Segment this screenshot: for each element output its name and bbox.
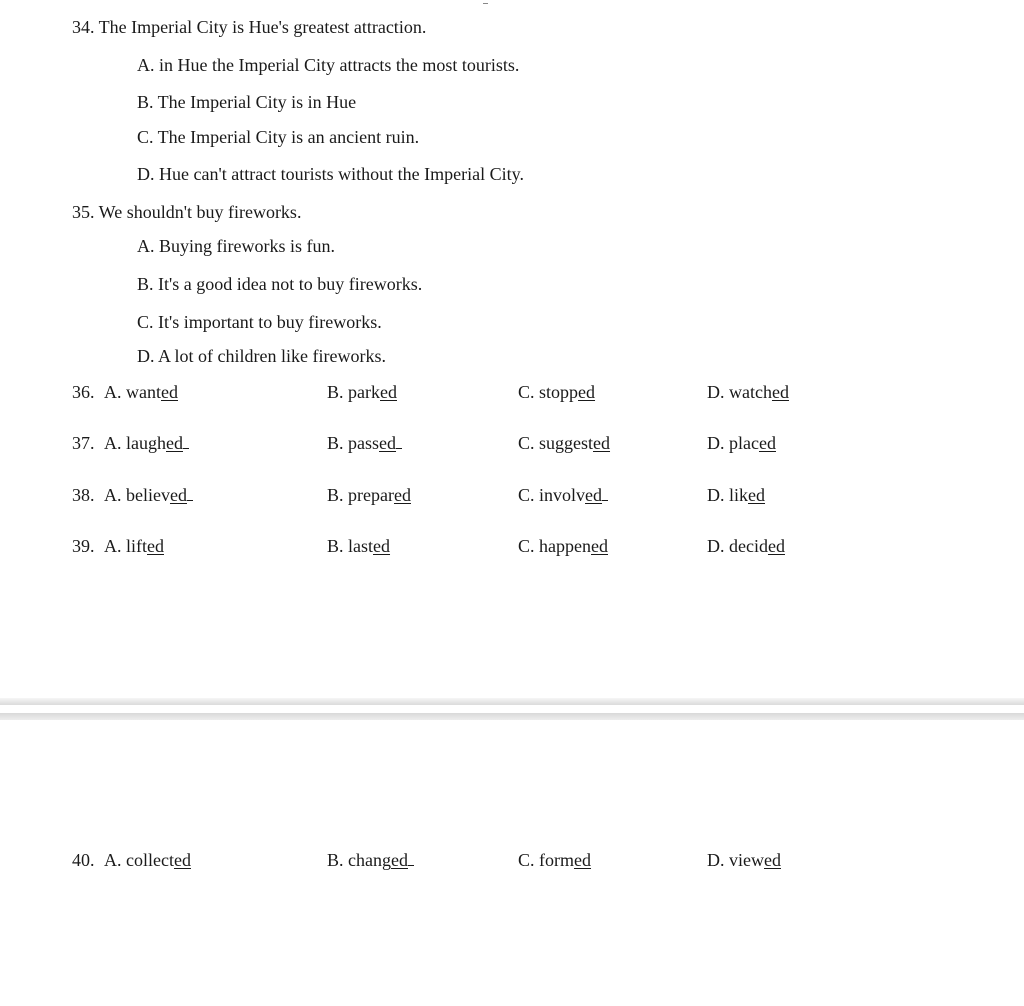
option-label: B. (327, 536, 349, 556)
option-label: C. (518, 382, 540, 402)
question-36-option-a (104, 381, 178, 403)
option-label: C. (518, 536, 540, 556)
question-34-option-d: D. Hue can't attract tourists without the Imperial City. (137, 164, 524, 184)
option-label: B. (327, 382, 349, 402)
option-label: B. (327, 485, 349, 505)
option-label: A. (104, 433, 126, 453)
word-stem: park (348, 382, 380, 402)
option-label: A. (104, 536, 126, 556)
question-36-option-d (707, 381, 789, 403)
underline-extension (396, 433, 402, 449)
question-35-option-b: B. It's a good idea not to buy fireworks. (137, 274, 423, 294)
question-36-option-c (518, 381, 595, 403)
question-39-option-d (707, 535, 785, 557)
underlined-ending: ed (379, 433, 397, 453)
question-38-option-b (327, 484, 411, 506)
option-label: B. (327, 433, 349, 453)
underlined-ending: ed (771, 382, 789, 402)
word-stem: stopp (539, 382, 579, 402)
question-35-option-a: A. Buying fireworks is fun. (137, 236, 335, 256)
underlined-ending: ed (767, 536, 785, 556)
question-39-number: 39. (72, 536, 95, 556)
page-top-mark (483, 0, 488, 4)
question-40-option-b (327, 849, 414, 871)
question-38-option-d (707, 484, 765, 506)
option-label: D. (707, 433, 729, 453)
option-label: D. (707, 382, 729, 402)
word-stem: lift (126, 536, 147, 556)
option-label: D. (707, 850, 729, 870)
question-37-option-c (518, 432, 610, 454)
question-37-option-d (707, 432, 776, 454)
question-36-option-b (327, 381, 397, 403)
word-stem: want (126, 382, 161, 402)
question-40-number: 40. (72, 850, 95, 870)
word-stem: form (539, 850, 575, 870)
underlined-ending: ed (591, 536, 608, 556)
word-stem: believ (126, 485, 170, 505)
underlined-ending: ed (574, 850, 592, 870)
question-37-number: 37. (72, 433, 95, 453)
underline-extension (187, 485, 193, 501)
underlined-ending: ed (593, 433, 611, 453)
question-38-number: 38. (72, 485, 95, 505)
underlined-ending: ed (166, 433, 183, 453)
option-label: A. (104, 485, 126, 505)
word-stem: view (729, 850, 764, 870)
word-stem: plac (729, 433, 759, 453)
underlined-ending: ed (380, 382, 397, 402)
underlined-ending: ed (393, 485, 411, 505)
question-37-option-a (104, 432, 189, 454)
word-stem: laugh (126, 433, 166, 453)
question-39-option-b (327, 535, 390, 557)
word-stem: suggest (539, 433, 594, 453)
question-40-option-c (518, 849, 591, 871)
question-35-option-d: D. A lot of children like fireworks. (137, 346, 386, 366)
word-stem: involv (539, 485, 586, 505)
question-34-option-a: A. in Hue the Imperial City attracts the most tourists. (137, 55, 520, 75)
underlined-ending: ed (748, 485, 766, 505)
underlined-ending: ed (373, 536, 391, 556)
option-label: C. (518, 485, 540, 505)
word-stem: happen (539, 536, 591, 556)
underlined-ending: ed (758, 433, 776, 453)
page-break-divider (0, 698, 1024, 720)
question-40-option-d (707, 849, 781, 871)
option-label: D. (707, 536, 729, 556)
option-label: B. (327, 850, 349, 870)
underlined-ending: ed (578, 382, 596, 402)
question-39-option-c (518, 535, 608, 557)
question-40-option-a (104, 849, 191, 871)
underlined-ending: ed (147, 536, 164, 556)
underline-extension (602, 485, 608, 501)
underlined-ending: ed (764, 850, 781, 870)
underline-extension (183, 433, 189, 449)
option-label: C. (518, 433, 540, 453)
word-stem: pass (348, 433, 380, 453)
underlined-ending: ed (169, 485, 187, 505)
word-stem: last (348, 536, 374, 556)
word-stem: lik (729, 485, 749, 505)
question-34-option-b: B. The Imperial City is in Hue (137, 92, 357, 112)
question-34-option-c: C. The Imperial City is an ancient ruin. (137, 127, 420, 147)
word-stem: decid (729, 536, 768, 556)
word-stem: chang (348, 850, 391, 870)
word-stem: prepar (348, 485, 394, 505)
underlined-ending: ed (585, 485, 603, 505)
underlined-ending: ed (391, 850, 408, 870)
question-34-stem: 34. The Imperial City is Hue's greatest attraction. (72, 17, 427, 37)
question-39-option-a (104, 535, 164, 557)
question-36-number: 36. (72, 382, 95, 402)
option-label: C. (518, 850, 540, 870)
question-35-stem: 35. We shouldn't buy fireworks. (72, 202, 302, 222)
word-stem: collect (126, 850, 174, 870)
question-37-option-b (327, 432, 402, 454)
underlined-ending: ed (161, 382, 178, 402)
option-label: A. (104, 382, 126, 402)
option-label: A. (104, 850, 126, 870)
word-stem: watch (729, 382, 772, 402)
question-38-option-c (518, 484, 608, 506)
question-38-option-a (104, 484, 193, 506)
underline-extension (408, 850, 414, 866)
underlined-ending: ed (173, 850, 191, 870)
question-35-option-c: C. It's important to buy fireworks. (137, 312, 382, 332)
option-label: D. (707, 485, 729, 505)
